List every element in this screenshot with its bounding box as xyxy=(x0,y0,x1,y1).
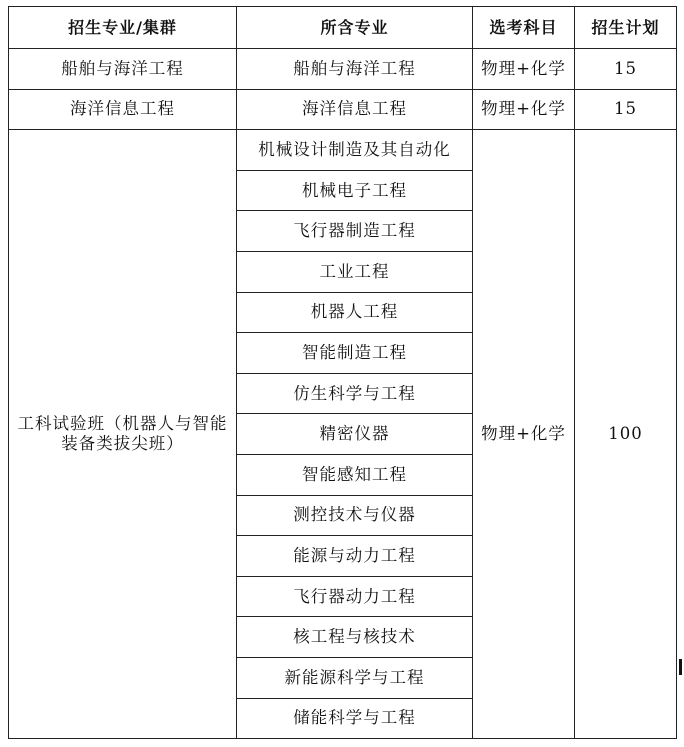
cell-sub-major: 能源与动力工程 xyxy=(237,536,473,577)
cell-major: 工科试验班（机器人与智能装备类拔尖班） xyxy=(9,130,237,739)
cell-sub-major: 机械设计制造及其自动化 xyxy=(237,130,473,171)
cell-sub-major: 测控技术与仪器 xyxy=(237,495,473,536)
cell-sub-major: 机械电子工程 xyxy=(237,170,473,211)
cell-sub-major: 仿生科学与工程 xyxy=(237,373,473,414)
header-sub-majors: 所含专业 xyxy=(237,7,473,49)
cell-plan: 100 xyxy=(575,130,677,739)
cell-sub-major: 海洋信息工程 xyxy=(237,89,473,130)
header-major: 招生专业/集群 xyxy=(9,7,237,49)
header-subjects: 选考科目 xyxy=(473,7,575,49)
cell-plan: 15 xyxy=(575,49,677,90)
enrollment-plan-table xyxy=(8,6,677,739)
table-header-row xyxy=(9,7,677,49)
cell-sub-major: 飞行器动力工程 xyxy=(237,576,473,617)
cell-major: 船舶与海洋工程 xyxy=(9,49,237,90)
table-row xyxy=(9,130,677,171)
cell-sub-major: 飞行器制造工程 xyxy=(237,211,473,252)
cell-subjects: 物理+化学 xyxy=(473,49,575,90)
header-plan: 招生计划 xyxy=(575,7,677,49)
cell-sub-major: 核工程与核技术 xyxy=(237,617,473,658)
cell-sub-major: 智能制造工程 xyxy=(237,333,473,374)
cell-sub-major: 船舶与海洋工程 xyxy=(237,49,473,90)
cell-major: 海洋信息工程 xyxy=(9,89,237,130)
cell-sub-major: 精密仪器 xyxy=(237,414,473,455)
cell-sub-major: 智能感知工程 xyxy=(237,454,473,495)
edge-mark xyxy=(679,659,682,675)
cell-subjects: 物理+化学 xyxy=(473,89,575,130)
cell-subjects: 物理+化学 xyxy=(473,130,575,739)
table-row xyxy=(9,49,677,90)
cell-sub-major: 储能科学与工程 xyxy=(237,698,473,739)
cell-sub-major: 新能源科学与工程 xyxy=(237,657,473,698)
table-row xyxy=(9,89,677,130)
cell-plan: 15 xyxy=(575,89,677,130)
cell-sub-major: 机器人工程 xyxy=(237,292,473,333)
cell-sub-major: 工业工程 xyxy=(237,251,473,292)
